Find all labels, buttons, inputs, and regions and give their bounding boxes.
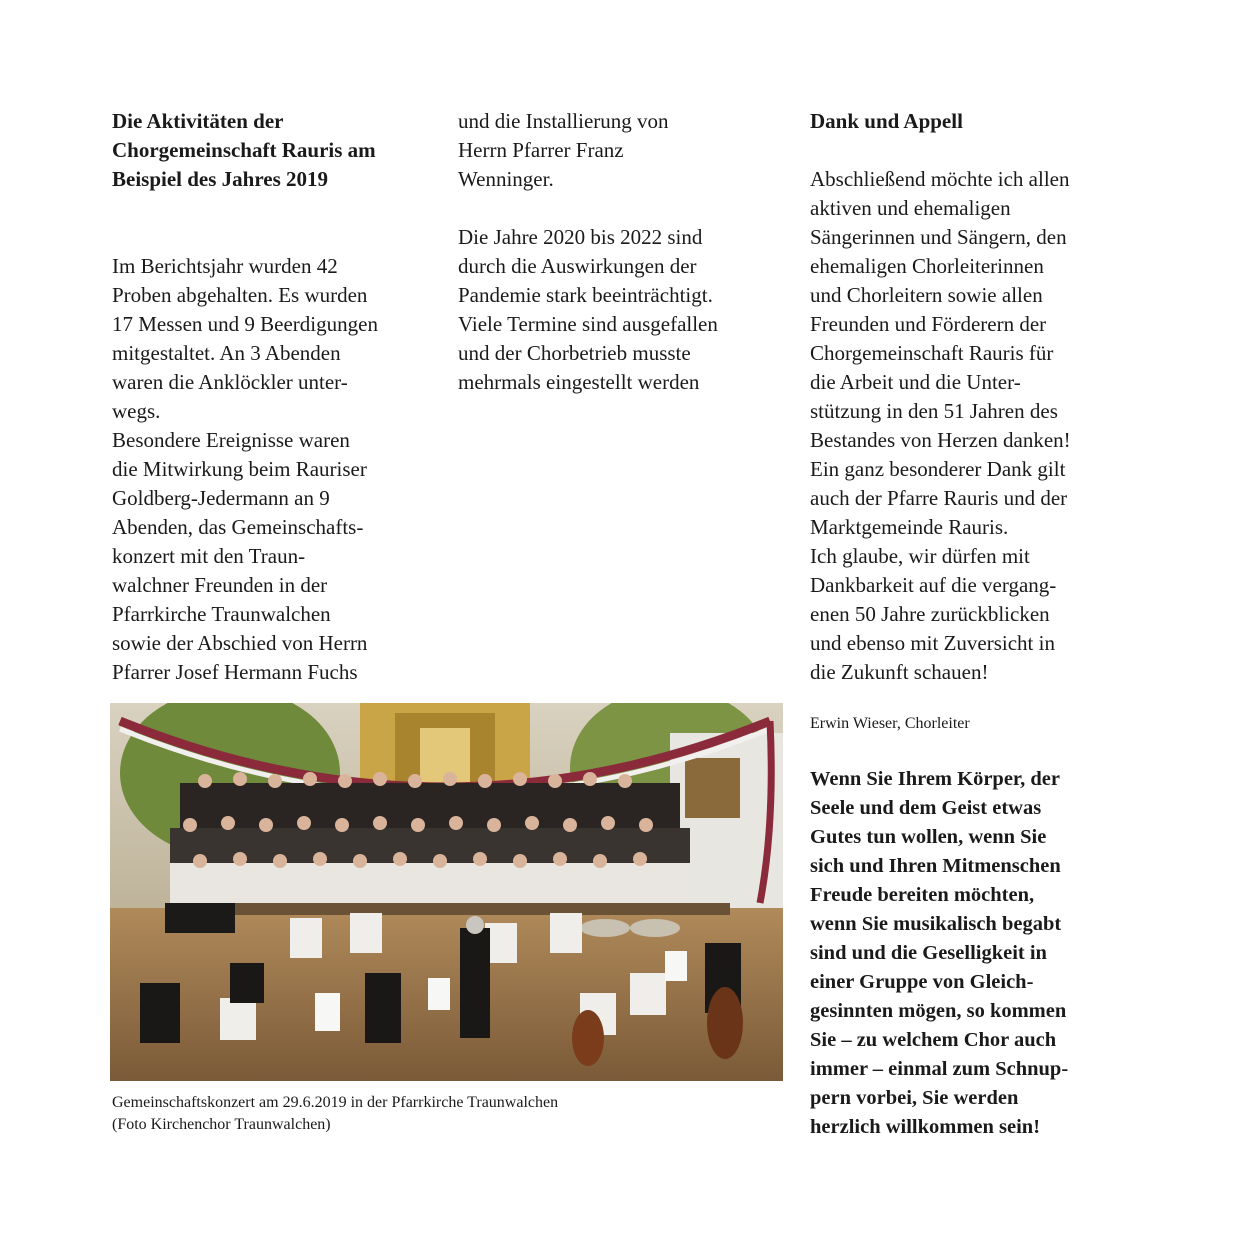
text-line: Wenninger. (458, 167, 554, 191)
text-line: Freunden und Förderern der (810, 312, 1047, 336)
section-heading-activities (112, 107, 442, 194)
text-line: pern vorbei, Sie werden (810, 1087, 1019, 1109)
text-line: konzert mit den Traun- (112, 544, 306, 568)
text-line: Viele Termine sind ausgefallen (458, 312, 718, 336)
text-line: Abschließend möchte ich allen (810, 167, 1070, 191)
text-line: einer Gruppe von Gleich- (810, 971, 1034, 993)
text-line: Wenn Sie Ihrem Körper, der (810, 768, 1060, 790)
text-line: durch die Auswirkungen der (458, 254, 697, 278)
text-line: gesinnten mögen, so kommen (810, 1000, 1067, 1022)
text-line: aktiven und ehemaligen (810, 196, 1011, 220)
text-line: Besondere Ereignisse waren (112, 428, 350, 452)
text-line: mitgestaltet. An 3 Abenden (112, 341, 341, 365)
activities-text (112, 252, 442, 687)
installation-text (458, 107, 788, 194)
text-line: wenn Sie musikalisch begabt (810, 913, 1062, 935)
text-line: auch der Pfarre Rauris und der (810, 486, 1068, 510)
text-line: die Mitwirkung beim Rauriser (112, 457, 367, 481)
text-line: die Arbeit und die Unter- (810, 370, 1021, 394)
text-line: 17 Messen und 9 Beerdigungen (112, 312, 378, 336)
text-line: Chorgemeinschaft Rauris am (112, 138, 376, 162)
text-line: Chorgemeinschaft Rauris für (810, 341, 1054, 365)
text-line: Seele und dem Geist etwas (810, 797, 1042, 819)
text-line: waren die Anklöckler unter- (112, 370, 348, 394)
text-line: die Zukunft schauen! (810, 660, 989, 684)
text-line: herzlich willkommen sein! (810, 1116, 1041, 1138)
text-line: enen 50 Jahre zurückblicken (810, 602, 1050, 626)
text-line: Proben abgehalten. Es wurden (112, 283, 368, 307)
text-line: mehrmals eingestellt werden (458, 370, 700, 394)
concert-photo (110, 703, 783, 1081)
text-line: Gemeinschaftskonzert am 29.6.2019 in der Pfarrkirche Traunwalchen (112, 1094, 559, 1111)
thanks-text (810, 165, 1140, 687)
text-line: wegs. (112, 399, 161, 423)
text-line: sich und Ihren Mitmenschen (810, 855, 1061, 877)
text-line: und ebenso mit Zuversicht in (810, 631, 1055, 655)
text-line: Pfarrer Josef Hermann Fuchs (112, 660, 358, 684)
text-line: Sie – zu welchem Chor auch (810, 1029, 1057, 1051)
text-line: sowie der Abschied von Herrn (112, 631, 368, 655)
text-line: Ich glaube, wir dürfen mit (810, 544, 1030, 568)
text-line: stützung in den 51 Jahren des (810, 399, 1058, 423)
pandemic-text (458, 223, 788, 397)
text-line: (Foto Kirchenchor Traunwalchen) (112, 1116, 331, 1133)
signature: Erwin Wieser, Chorleiter (810, 715, 970, 732)
text-line: Herrn Pfarrer Franz (458, 138, 624, 162)
column-middle (458, 107, 788, 397)
text-line: Freude bereiten möchten, (810, 884, 1035, 906)
text-line: Marktgemeinde Rauris. (810, 515, 1009, 539)
text-line: Beispiel des Jahres 2019 (112, 167, 329, 191)
text-line: Dankbarkeit auf die vergang- (810, 573, 1057, 597)
appeal-text (810, 765, 1140, 1142)
text-line: und der Chorbetrieb musste (458, 341, 691, 365)
text-line: Abenden, das Gemeinschafts- (112, 515, 364, 539)
text-line: und Chorleitern sowie allen (810, 283, 1043, 307)
column-right (810, 107, 1140, 1142)
text-line: immer – einmal zum Schnup- (810, 1058, 1069, 1080)
text-line: Goldberg-Jedermann an 9 (112, 486, 330, 510)
text-line: Pandemie stark beeinträchtigt. (458, 283, 713, 307)
text-line: Ein ganz besonderer Dank gilt (810, 457, 1066, 481)
text-line: Gutes tun wollen, wenn Sie (810, 826, 1047, 848)
text-line: ehemaligen Chorleiterinnen (810, 254, 1044, 278)
text-line: Im Berichtsjahr wurden 42 (112, 254, 338, 278)
text-line: Die Aktivitäten der (112, 109, 284, 133)
text-line: Bestandes von Herzen danken! (810, 428, 1071, 452)
section-heading-thanks: Dank und Appell (810, 109, 963, 133)
column-left (112, 107, 442, 687)
text-line: walchner Freunden in der (112, 573, 328, 597)
text-line: Sängerinnen und Sängern, den (810, 225, 1067, 249)
text-line: Pfarrkirche Traunwalchen (112, 602, 331, 626)
caption-text (112, 1092, 792, 1136)
text-line: und die Installierung von (458, 109, 669, 133)
text-line: sind und die Geselligkeit in (810, 942, 1047, 964)
photo-caption (112, 1092, 792, 1136)
text-line: Die Jahre 2020 bis 2022 sind (458, 225, 703, 249)
